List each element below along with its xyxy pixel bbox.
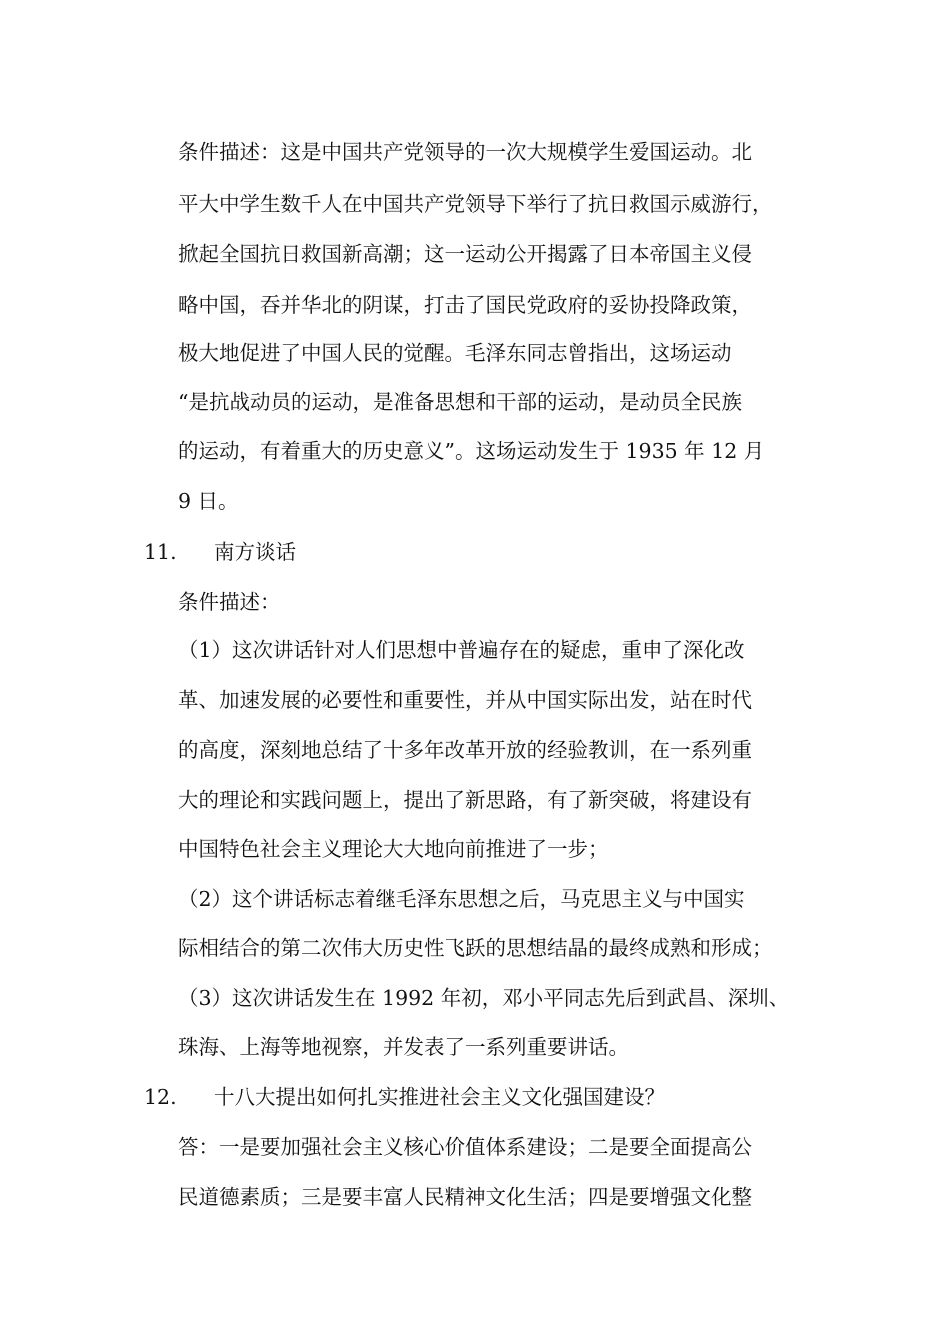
text-line: 中国特色社会主义理论大大地向前推进了一步； xyxy=(178,837,609,861)
text-line: 的运动，有着重大的历史意义”。这场运动发生于 1935 年 12 月 xyxy=(178,439,765,463)
item-title: 十八大提出如何扎实推进社会主义文化强国建设？ xyxy=(214,1085,665,1109)
text-line: 略中国，吞并华北的阴谋，打击了国民党政府的妥协投降政策， xyxy=(178,293,752,317)
text-line: （2）这个讲话标志着继毛泽东思想之后，马克思主义与中国实 xyxy=(178,887,745,911)
text-line: （1）这次讲话针对人们思想中普遍存在的疑虑，重申了深化改 xyxy=(178,638,745,662)
text-line: （3）这次讲话发生在 1992 年初，邓小平同志先后到武昌、深圳、 xyxy=(178,986,790,1010)
text-line: 条件描述：这是中国共产党领导的一次大规模学生爱国运动。北 xyxy=(178,140,752,164)
text-line: “是抗战动员的运动，是准备思想和干部的运动，是动员全民族 xyxy=(178,390,742,414)
text-line: 大的理论和实践问题上，提出了新思路，有了新突破，将建设有 xyxy=(178,788,752,812)
text-line: 9 日。 xyxy=(178,489,239,513)
item-title: 南方谈话 xyxy=(214,540,296,564)
text-line: 的高度，深刻地总结了十多年改革开放的经验教训，在一系列重 xyxy=(178,738,752,762)
text-line: 掀起全国抗日救国新高潮；这一运动公开揭露了日本帝国主义侵 xyxy=(178,242,752,266)
text-line: 际相结合的第二次伟大历史性飞跃的思想结晶的最终成熟和形成； xyxy=(178,936,773,960)
text-line: 珠海、上海等地视察，并发表了一系列重要讲话。 xyxy=(178,1035,629,1059)
text-line: 极大地促进了中国人民的觉醒。毛泽东同志曾指出，这场运动 xyxy=(178,341,732,365)
text-line: 答：一是要加强社会主义核心价值体系建设；二是要全面提高公 xyxy=(178,1135,752,1159)
text-line: 条件描述： xyxy=(178,590,281,614)
text-line: 革、加速发展的必要性和重要性，并从中国实际出发，站在时代 xyxy=(178,688,752,712)
item-number: 12. xyxy=(144,1085,177,1109)
text-line: 平大中学生数千人在中国共产党领导下举行了抗日救国示威游行， xyxy=(178,192,773,216)
text-line: 民道德素质；三是要丰富人民精神文化生活；四是要增强文化整 xyxy=(178,1185,752,1209)
item-number: 11. xyxy=(144,540,177,564)
